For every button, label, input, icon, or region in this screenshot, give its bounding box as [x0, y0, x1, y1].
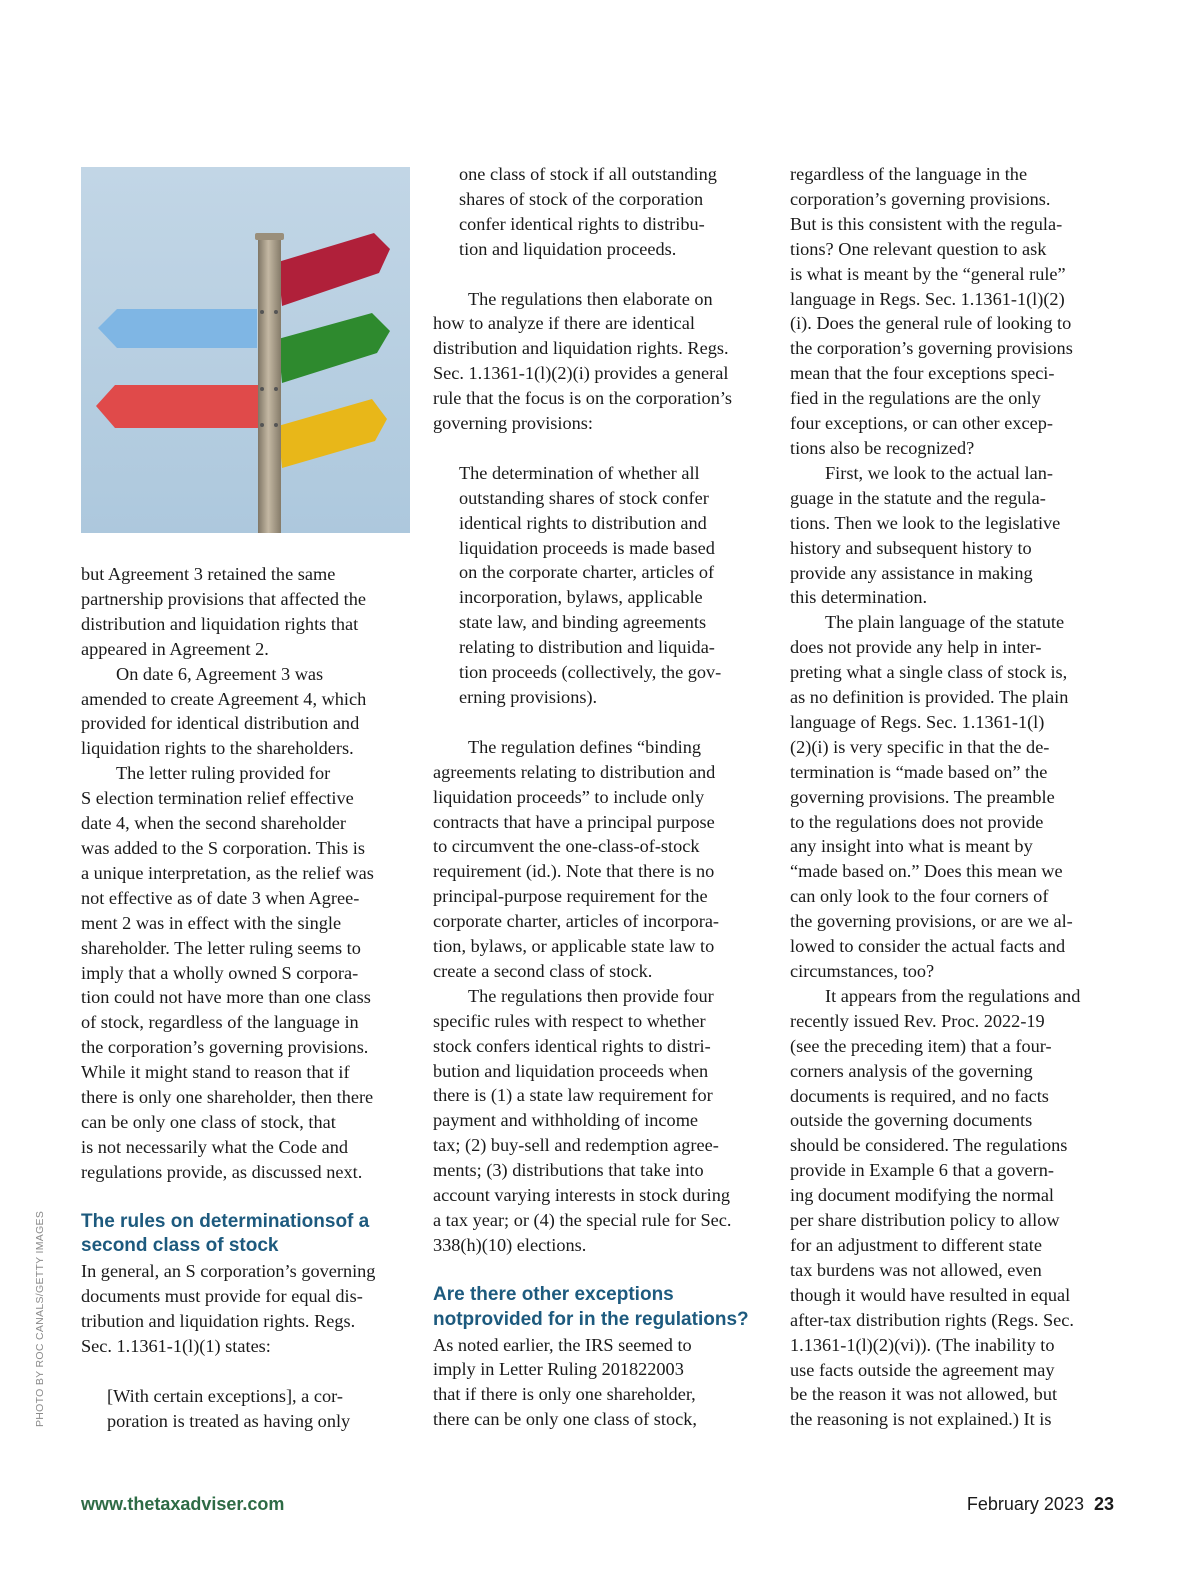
blue-arrow — [98, 309, 257, 348]
text-line: mean that the four exceptions speci- — [790, 363, 1055, 384]
text-line: preting what a single class of stock is, — [790, 662, 1068, 683]
text-line: poration is treated as having only — [107, 1410, 351, 1431]
text-line: of a second class of stock — [81, 1210, 370, 1257]
text-line: (i). Does the general rule of looking to — [790, 313, 1072, 334]
text-line: “made based on.” Does this mean we — [790, 861, 1063, 882]
text-line: guage in the statute and the regula- — [790, 487, 1046, 508]
text-line: But is this consistent with the regula- — [790, 213, 1063, 234]
text-line: tax burdens was not allowed, even — [790, 1259, 1042, 1280]
section-heading — [433, 1283, 763, 1333]
text-line: amended to create Agreement 4, which — [81, 688, 367, 709]
text-line: use facts outside the agreement may — [790, 1359, 1055, 1380]
photo-credit: PHOTO BY ROC CANALS/GETTY IMAGES — [34, 1210, 46, 1427]
text-line: governing provisions: — [433, 413, 593, 434]
text-line: shareholder. The letter ruling seems to — [81, 937, 361, 958]
text-line: The regulations then provide four — [468, 985, 714, 1006]
body-paragraph — [790, 610, 1120, 984]
red-arrow — [96, 385, 259, 428]
footer-website-link[interactable]: www.thetaxadviser.com — [81, 1494, 285, 1514]
body-paragraph — [81, 562, 411, 662]
body-paragraph — [790, 984, 1120, 1432]
text-line: should be considered. The regulations — [790, 1135, 1068, 1156]
text-line: agreements relating to distribution and — [433, 761, 716, 782]
text-line: provide in Example 6 that a govern- — [790, 1160, 1054, 1181]
text-line: outstanding shares of stock confer — [459, 487, 709, 508]
text-line: In general, an S corporation’s governing — [81, 1261, 376, 1282]
text-line: a tax year; or (4) the special rule for Sec. — [433, 1210, 732, 1231]
signpost-illustration — [81, 167, 410, 533]
text-line: specific rules with respect to whether — [433, 1010, 706, 1031]
text-line: tribution and liquidation rights. Regs. — [81, 1311, 356, 1332]
text-line: is not necessarily what the Code and — [81, 1136, 349, 1157]
text-line: On date 6, Agreement 3 was — [116, 663, 324, 684]
text-line: state law, and binding agreements — [459, 612, 707, 633]
text-line: liquidation rights to the shareholders. — [81, 738, 354, 759]
green-arrow — [278, 313, 390, 383]
text-line: be the reason it was not allowed, but — [790, 1384, 1058, 1405]
text-line: 1.1361-1(l)(2)(vi)). (The inability to — [790, 1334, 1055, 1355]
text-line: any insight into what is meant by — [790, 836, 1033, 857]
text-line: identical rights to distribution and — [459, 512, 707, 533]
text-line: payment and withholding of income — [433, 1110, 699, 1131]
text-line: [With certain exceptions], a cor- — [107, 1385, 343, 1406]
text-line: circumstances, too? — [790, 961, 935, 981]
text-line: shares of stock of the corporation — [459, 188, 704, 209]
section-heading — [81, 1210, 411, 1260]
text-line: ment 2 was in effect with the single — [81, 912, 342, 933]
text-line: the corporation’s governing provisions. — [81, 1037, 369, 1058]
body-paragraph — [433, 984, 763, 1258]
page-number: 23 — [1093, 1494, 1114, 1514]
signpost-pole — [258, 233, 281, 533]
text-line: there is (1) a state law requirement for — [433, 1085, 713, 1106]
text-line: erning provisions). — [459, 687, 598, 707]
text-line: corners analysis of the governing — [790, 1060, 1033, 1081]
text-line: as no definition is provided. The plain — [790, 687, 1069, 708]
text-line: Are there other exceptions not — [433, 1283, 674, 1330]
text-line: governing provisions. The preamble — [790, 786, 1055, 807]
text-line: how to analyze if there are identical — [433, 313, 695, 334]
text-line: rule that the focus is on the corporation’s — [433, 388, 733, 409]
red-arrow-top — [278, 233, 390, 306]
text-line: tion proceeds (collectively, the gov- — [459, 662, 722, 683]
yellow-arrow — [278, 399, 387, 468]
text-line: imply that a wholly owned S corpora- — [81, 962, 359, 983]
text-line: date 4, when the second shareholder — [81, 813, 346, 834]
text-line: It appears from the regulations and — [825, 985, 1081, 1006]
text-line: that if there is only one shareholder, — [433, 1384, 696, 1405]
text-line: imply in Letter Ruling 201822003 — [433, 1359, 684, 1380]
text-line: incorporation, bylaws, applicable — [459, 587, 703, 608]
text-line: relating to distribution and liquida- — [459, 637, 715, 658]
body-paragraph — [81, 662, 411, 762]
text-line: fied in the regulations are the only — [790, 388, 1041, 409]
body-paragraph — [433, 735, 763, 984]
body-paragraph — [81, 1259, 411, 1359]
text-line: provided for in the regulations? — [462, 1308, 749, 1330]
block-quote — [459, 162, 763, 262]
text-line: the reasoning is not explained.) It is — [790, 1409, 1052, 1430]
text-line: contracts that have a principal purpose — [433, 811, 715, 832]
text-line: there can be only one class of stock, — [433, 1409, 697, 1430]
text-line: language in Regs. Sec. 1.1361-1(l)(2) — [790, 288, 1065, 309]
text-line: The letter ruling provided for — [116, 763, 331, 784]
text-line: documents must provide for equal dis- — [81, 1286, 363, 1307]
block-quote — [107, 1384, 411, 1434]
text-line: termination is “made based on” the — [790, 761, 1048, 782]
text-line: language of Regs. Sec. 1.1361-1(l) — [790, 711, 1045, 732]
signpost-photo — [81, 167, 410, 533]
text-line: of stock, regardless of the language in — [81, 1012, 359, 1033]
article-column-3 — [790, 162, 1120, 1432]
body-paragraph — [81, 761, 411, 1184]
text-line: tion could not have more than one class — [81, 987, 371, 1008]
text-line: The determination of whether all — [459, 462, 700, 483]
text-line: provided for identical distribution and — [81, 713, 360, 734]
text-line: provide any assistance in making — [790, 562, 1033, 583]
text-line: confer identical rights to distribu- — [459, 213, 705, 234]
text-line: recently issued Rev. Proc. 2022-19 — [790, 1010, 1045, 1031]
text-line: can be only one class of stock, that — [81, 1111, 336, 1132]
text-line: principal-purpose requirement for the — [433, 886, 708, 907]
text-line: bution and liquidation proceeds when — [433, 1060, 709, 1081]
text-line: lowed to consider the actual facts and — [790, 936, 1066, 957]
text-line: tions. Then we look to the legislative — [790, 512, 1061, 533]
text-line: ing document modifying the normal — [790, 1185, 1055, 1206]
body-paragraph — [433, 1333, 763, 1433]
text-line: create a second class of stock. — [433, 960, 653, 981]
text-line: stock confers identical rights to distri- — [433, 1035, 711, 1056]
text-line: partnership provisions that affected the — [81, 588, 366, 609]
text-line: per share distribution policy to allow — [790, 1210, 1060, 1231]
body-paragraph — [790, 162, 1120, 461]
text-line: As noted earlier, the IRS seemed to — [433, 1334, 692, 1355]
body-paragraph — [790, 461, 1120, 610]
text-line: this determination. — [790, 587, 928, 608]
text-line: corporate charter, articles of incorpora- — [433, 911, 720, 932]
text-line: on the corporate charter, articles of — [459, 562, 715, 583]
text-line: but Agreement 3 retained the same — [81, 564, 336, 584]
text-line: to the regulations does not provide — [790, 811, 1044, 832]
text-line: after-tax distribution rights (Regs. Sec. — [790, 1309, 1074, 1330]
text-line: The regulation defines “binding — [468, 736, 702, 757]
text-line: to circumvent the one-class-of-stock — [433, 836, 700, 857]
text-line: tions? One relevant question to ask — [790, 238, 1047, 259]
text-line: First, we look to the actual lan- — [825, 462, 1053, 483]
text-line: for an adjustment to different state — [790, 1234, 1042, 1255]
text-line: four exceptions, or can other excep- — [790, 413, 1053, 434]
text-line: the governing provisions, or are we al- — [790, 911, 1073, 932]
text-line: The rules on determinations — [81, 1210, 336, 1232]
text-line: not effective as of date 3 when Agree- — [81, 887, 360, 908]
text-line: history and subsequent history to — [790, 537, 1032, 558]
text-line: was added to the S corporation. This is — [81, 837, 365, 858]
text-line: S election termination relief effective — [81, 788, 354, 809]
text-line: appeared in Agreement 2. — [81, 638, 269, 659]
text-line: distribution and liquidation rights that — [81, 613, 359, 634]
text-line: tion and liquidation proceeds. — [459, 238, 677, 259]
text-line: ments; (3) distributions that take into — [433, 1160, 704, 1181]
footer-page-info — [967, 1494, 1114, 1515]
text-line: does not provide any help in inter- — [790, 637, 1042, 658]
text-line: documents is required, and no facts — [790, 1085, 1049, 1106]
article-column-1 — [81, 562, 411, 1434]
text-line: (2)(i) is very specific in that the de- — [790, 736, 1050, 757]
text-line: requirement (id.). Note that there is no — [433, 861, 715, 882]
text-line: the corporation’s governing provisions — [790, 338, 1073, 359]
text-line: The regulations then elaborate on — [468, 288, 713, 309]
text-line: While it might stand to reason that if — [81, 1062, 350, 1083]
text-line: though it would have resulted in equal — [790, 1284, 1071, 1305]
text-line: regulations provide, as discussed next. — [81, 1161, 363, 1182]
text-line: can only look to the four corners of — [790, 886, 1049, 907]
text-line: distribution and liquidation rights. Regs. — [433, 338, 729, 359]
text-line: tion, bylaws, or applicable state law to — [433, 936, 715, 957]
article-column-2 — [433, 162, 763, 1432]
text-line: 338(h)(10) elections. — [433, 1234, 587, 1255]
footer-date: February 2023 — [966, 1494, 1084, 1514]
text-line: (see the preceding item) that a four- — [790, 1035, 1052, 1056]
text-line: tions also be recognized? — [790, 437, 975, 458]
text-line: liquidation proceeds” to include only — [433, 786, 705, 807]
text-line: Sec. 1.1361-1(l)(2)(i) provides a general — [433, 363, 729, 384]
text-line: tax; (2) buy-sell and redemption agree- — [433, 1135, 719, 1156]
text-line: is what is meant by the “general rule” — [790, 263, 1066, 284]
text-line: outside the governing documents — [790, 1110, 1033, 1131]
text-line: corporation’s governing provisions. — [790, 188, 1051, 209]
text-line: a unique interpretation, as the relief was — [81, 862, 374, 883]
text-line: regardless of the language in the — [790, 164, 1028, 184]
text-line: one class of stock if all outstanding — [459, 164, 717, 184]
text-line: there is only one shareholder, then there — [81, 1087, 374, 1108]
block-quote — [459, 461, 763, 710]
body-paragraph — [433, 287, 763, 436]
text-line: account varying interests in stock during — [433, 1185, 730, 1206]
text-line: liquidation proceeds is made based — [459, 537, 715, 558]
text-line: The plain language of the statute — [825, 612, 1065, 633]
text-line: Sec. 1.1361-1(l)(1) states: — [81, 1336, 271, 1357]
